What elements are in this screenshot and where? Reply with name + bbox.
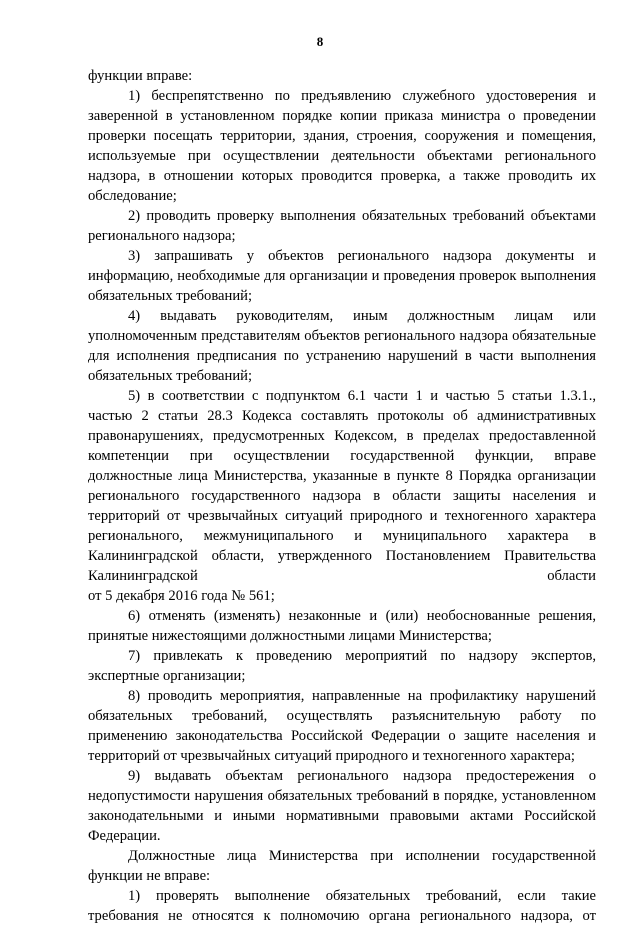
paragraph-item-8: 8) проводить мероприятия, направленные на профилактику нарушений обязательных требований, осуществлять разъяснительную работу по применению законодательства Российской Федерации о защите населения и территорий от чрезвычайных ситуаций природного и техногенного характера; — [88, 688, 596, 764]
paragraph-item-6: 6) отменять (изменять) незаконные и (или) необоснованные решения, принятые нижестоящими должностными лицами Министерства; — [88, 608, 596, 644]
paragraph-item-1: 1) беспрепятственно по предъявлению служебного удостоверения и заверенной в установленном порядке копии приказа министра о проведении проверки посещать территории, здания, строения, сооружения и помещения, используемые при осуществлении деятельности объектами регионального надзора, в отношении которых проводится проверка, а также проводить их обследование; — [88, 88, 596, 204]
paragraph-item-3: 3) запрашивать у объектов регионального надзора документы и информацию, необходимые для организации и проведения проверок выполнения обязательных требований; — [88, 248, 596, 304]
paragraph-intro: функции вправе: — [88, 68, 193, 84]
paragraph-item-9: 9) выдавать объектам регионального надзора предостережения о недопустимости нарушения обязательных требований в порядке, установленном законодательными и иными нормативными правовыми актами Российской Федерации. — [88, 768, 596, 844]
paragraph-restriction-1: 1) проверять выполнение обязательных требований, если такие требования не относятся к полномочию органа регионального надзора, от — [88, 888, 596, 924]
paragraph-item-2: 2) проводить проверку выполнения обязательных требований объектами регионального надзора; — [88, 208, 596, 244]
paragraph-restrictions-intro: Должностные лица Министерства при исполнении государственной функции не вправе: — [88, 848, 596, 884]
paragraph-item-5-continuation: от 5 декабря 2016 года № 561; — [88, 588, 275, 604]
document-body — [88, 66, 596, 926]
paragraph-item-5: 5) в соответствии с подпунктом 6.1 части 1 и частью 5 статьи 1.3.1., частью 2 статьи 28.3 Кодекса составлять протоколы об административных правонарушениях, предусмотренных Кодексом, в пределах предоставленной компетенции при осуществлении государственной функции, вправе должностные лица Министерства, указанные в пункте 8 Порядка организации регионального государственного надзора в области защиты населения и территорий от чрезвычайных ситуаций природного и техногенного характера регионального, межмуниципального и муниципального характера в Калининградской области, утвержденного Постановлением Правительства Калининградской области — [88, 388, 596, 584]
paragraph-item-7: 7) привлекать к проведению мероприятий по надзору экспертов, экспертные организации; — [88, 648, 596, 684]
paragraph-item-4: 4) выдавать руководителям, иным должностным лицам или уполномоченным представителям объектов регионального надзора обязательные для исполнения предписания по устранению нарушений в части выполнения обязательных требований; — [88, 308, 596, 384]
page-number: 8 — [316, 34, 324, 49]
